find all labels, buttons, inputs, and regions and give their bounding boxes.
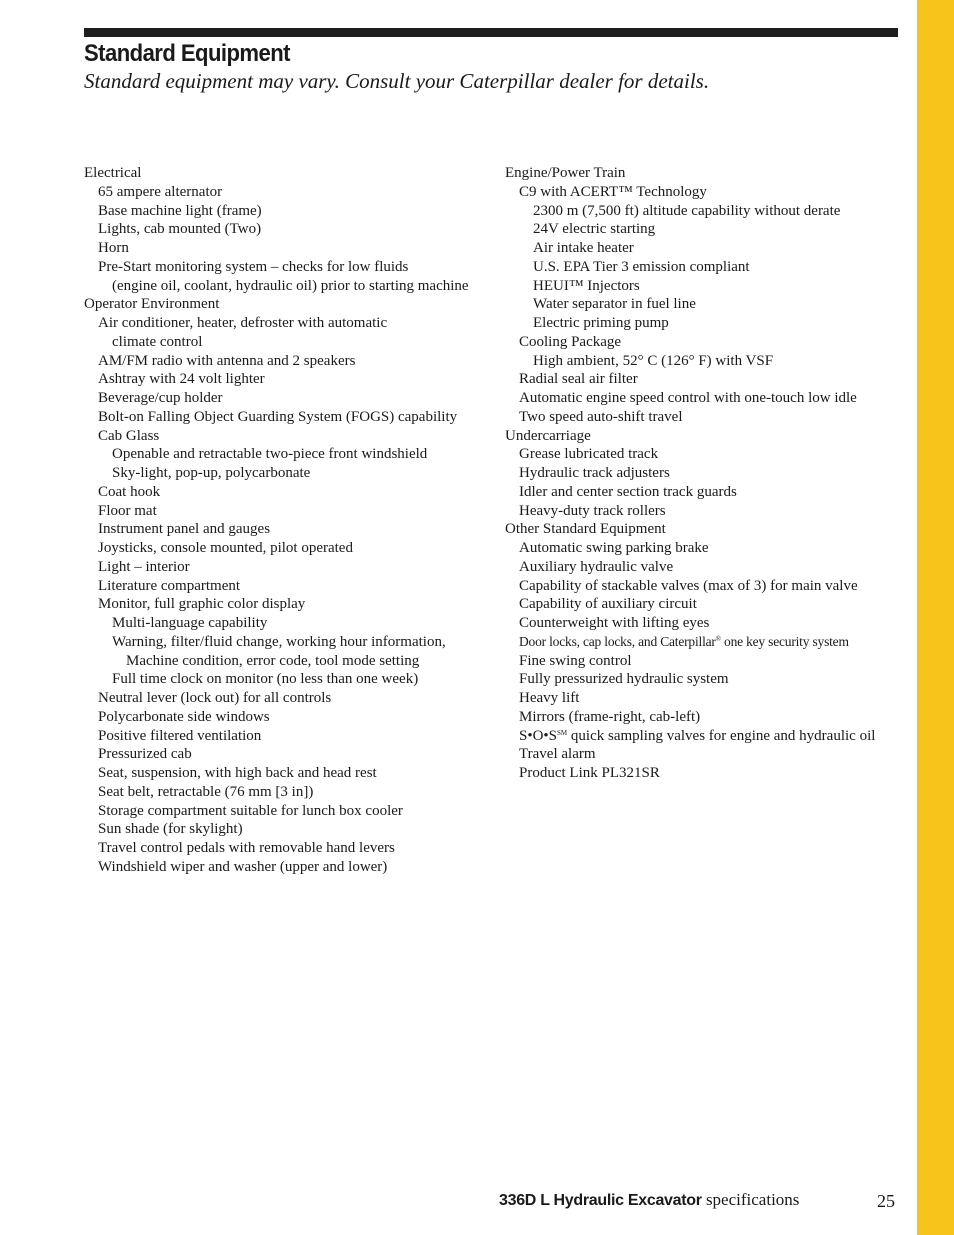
equipment-list-item xyxy=(505,614,905,633)
yellow-side-bar xyxy=(917,0,954,1235)
page-number: 25 xyxy=(877,1191,895,1211)
list-item-text: Fully pressurized hydraulic system xyxy=(519,671,729,688)
section-heading xyxy=(84,295,494,314)
equipment-list-item xyxy=(84,614,494,633)
equipment-list-item xyxy=(505,464,905,483)
equipment-list-item xyxy=(505,220,905,239)
equipment-list-item xyxy=(84,652,494,671)
list-item-text: C9 with ACERT™ Technology xyxy=(519,183,707,200)
equipment-list-item xyxy=(505,202,905,221)
list-item-text: Door locks, cap locks, and Caterpillar xyxy=(519,633,716,649)
equipment-list-item xyxy=(84,595,494,614)
equipment-list-item xyxy=(84,220,494,239)
equipment-list-item xyxy=(84,670,494,689)
mark-superscript: SM xyxy=(557,728,568,737)
section-heading xyxy=(505,427,905,446)
list-item-text: Base machine light (frame) xyxy=(98,202,262,219)
list-item-text: Lights, cab mounted (Two) xyxy=(98,221,262,238)
equipment-list-item xyxy=(84,427,494,446)
list-item-text: Air conditioner, heater, defroster with automatic xyxy=(98,315,388,331)
equipment-list-item xyxy=(505,239,905,258)
equipment-list-item xyxy=(84,577,494,596)
list-item-text: 65 ampere alternator xyxy=(98,183,223,200)
list-item-text: Neutral lever (lock out) for all controls xyxy=(98,690,332,706)
equipment-list-item xyxy=(84,483,494,502)
list-item-text: Literature compartment xyxy=(98,577,241,594)
list-item-text: Windshield wiper and washer (upper and lower) xyxy=(98,858,388,875)
list-item-text: Automatic engine speed control with one-touch low idle xyxy=(519,390,857,406)
list-item-text: Hydraulic track adjusters xyxy=(519,465,670,481)
list-item-text: Ashtray with 24 volt lighter xyxy=(98,371,265,388)
list-item-text: Positive filtered ventilation xyxy=(98,727,262,744)
equipment-list-item xyxy=(505,577,905,596)
list-item-text: Beverage/cup holder xyxy=(98,390,223,406)
equipment-list-item xyxy=(84,745,494,764)
mark-superscript: ® xyxy=(715,634,721,643)
list-item-text: Heavy lift xyxy=(519,690,580,706)
equipment-list-item xyxy=(84,333,494,352)
equipment-list-item xyxy=(84,558,494,577)
section-heading xyxy=(84,164,494,183)
list-item-text: S•O•S xyxy=(519,727,558,744)
equipment-list-item xyxy=(505,727,905,746)
equipment-list-item xyxy=(505,558,905,577)
equipment-list-item xyxy=(84,783,494,802)
list-item-text: Multi-language capability xyxy=(112,615,268,631)
page-title: Standard Equipment xyxy=(84,40,290,67)
section-heading xyxy=(505,164,905,183)
equipment-list-item xyxy=(84,408,494,427)
list-item-text-continued: quick sampling valves for engine and hydraulic oil xyxy=(567,727,876,744)
list-item-text: Capability of stackable valves (max of 3) for main valve xyxy=(519,577,858,594)
equipment-list-item xyxy=(505,502,905,521)
list-item-text: Undercarriage xyxy=(505,427,591,444)
list-item-text: Machine condition, error code, tool mode setting xyxy=(126,652,420,669)
equipment-list-item xyxy=(505,277,905,296)
list-item-text: Pressurized cab xyxy=(98,746,192,763)
list-item-text: Sky-light, pop-up, polycarbonate xyxy=(112,465,311,481)
list-item-text: Polycarbonate side windows xyxy=(98,708,270,725)
page-subtitle: Standard equipment may vary. Consult your Caterpillar dealer for details. xyxy=(84,69,710,93)
list-item-text: Counterweight with lifting eyes xyxy=(519,615,710,631)
list-item-text: High ambient, 52° C (126° F) with VSF xyxy=(533,352,774,369)
equipment-list-item xyxy=(505,539,905,558)
equipment-list-item xyxy=(505,295,905,314)
list-item-text: Sun shade (for skylight) xyxy=(98,821,243,838)
list-item-text: (engine oil, coolant, hydraulic oil) prior to starting machine xyxy=(112,277,469,294)
list-item-text: U.S. EPA Tier 3 emission compliant xyxy=(533,258,750,275)
equipment-list-item xyxy=(505,183,905,202)
equipment-list-item xyxy=(84,258,494,277)
list-item-text-continued: one key security system xyxy=(720,633,849,649)
equipment-list-item xyxy=(505,745,905,764)
list-item-text: Automatic swing parking brake xyxy=(519,540,709,556)
list-item-text: Operator Environment xyxy=(84,296,220,313)
equipment-list-item xyxy=(84,202,494,221)
equipment-list-item xyxy=(84,802,494,821)
equipment-list-item xyxy=(505,445,905,464)
equipment-list-item xyxy=(84,502,494,521)
equipment-list-item xyxy=(84,520,494,539)
list-item-text: Engine/Power Train xyxy=(505,165,626,181)
list-item-text: Joysticks, console mounted, pilot operated xyxy=(98,540,353,556)
list-item-text: 24V electric starting xyxy=(533,221,656,238)
list-item-text: Air intake heater xyxy=(533,240,634,256)
list-item-text: Storage compartment suitable for lunch box cooler xyxy=(98,802,403,819)
list-item-text: Grease lubricated track xyxy=(519,446,659,463)
list-item-text: Electrical xyxy=(84,165,142,181)
list-item-text: Fine swing control xyxy=(519,652,632,669)
list-item-text: Bolt-on Falling Object Guarding System (FOGS) capability xyxy=(98,408,458,425)
equipment-list-item xyxy=(84,820,494,839)
equipment-list-item xyxy=(505,352,905,371)
equipment-list-item xyxy=(84,633,494,652)
equipment-list-item xyxy=(505,670,905,689)
list-item-text: Light – interior xyxy=(98,558,190,575)
list-item-text: climate control xyxy=(112,333,203,350)
list-item-text: Other Standard Equipment xyxy=(505,521,666,538)
list-item-text: Radial seal air filter xyxy=(519,371,638,388)
section-heading xyxy=(505,520,905,539)
list-item-text: Full time clock on monitor (no less than one week) xyxy=(112,671,419,688)
list-item-text: Idler and center section track guards xyxy=(519,483,737,500)
list-item-text: Electric priming pump xyxy=(533,315,669,331)
equipment-list-item xyxy=(505,408,905,427)
equipment-list-item xyxy=(84,689,494,708)
equipment-list-item xyxy=(505,595,905,614)
list-item-text: 2300 m (7,500 ft) altitude capability without derate xyxy=(533,202,841,219)
equipment-list-item xyxy=(505,258,905,277)
equipment-list-item xyxy=(84,277,494,296)
list-item-text: Instrument panel and gauges xyxy=(98,521,271,538)
list-item-text: Water separator in fuel line xyxy=(533,296,696,313)
list-item-text: Travel alarm xyxy=(519,746,596,763)
equipment-list-item xyxy=(84,839,494,858)
list-item-text: Product Link PL321SR xyxy=(519,765,660,781)
equipment-list-item xyxy=(505,483,905,502)
equipment-list-item xyxy=(505,370,905,389)
equipment-list-item xyxy=(84,239,494,258)
list-item-text: Seat belt, retractable (76 mm [3 in]) xyxy=(98,783,314,800)
equipment-list-item xyxy=(84,708,494,727)
equipment-list-item xyxy=(84,445,494,464)
list-item-text: Warning, filter/fluid change, working hour information, xyxy=(112,633,446,650)
list-item-text: Auxiliary hydraulic valve xyxy=(519,558,674,575)
list-item-text: Floor mat xyxy=(98,502,157,519)
equipment-list-item xyxy=(84,389,494,408)
list-item-text: Cab Glass xyxy=(98,427,160,444)
list-item-text: Mirrors (frame-right, cab-left) xyxy=(519,708,701,725)
equipment-list-item xyxy=(505,389,905,408)
equipment-list-item xyxy=(505,314,905,333)
list-item-text: Monitor, full graphic color display xyxy=(98,596,306,613)
list-item-text: HEUI™ Injectors xyxy=(533,277,640,294)
footer-caption xyxy=(499,1188,799,1213)
equipment-list-item xyxy=(84,858,494,877)
footer-model-name: 336D L Hydraulic Excavator xyxy=(499,1192,702,1209)
equipment-list-item xyxy=(505,764,905,783)
equipment-list-item xyxy=(505,708,905,727)
footer-spec-label: specifications xyxy=(701,1190,800,1209)
left-equipment-column xyxy=(84,164,494,877)
equipment-list-item xyxy=(84,464,494,483)
list-item-text: Horn xyxy=(98,240,129,256)
equipment-list-item xyxy=(84,727,494,746)
list-item-text: Cooling Package xyxy=(519,333,622,350)
equipment-list-item xyxy=(84,764,494,783)
right-equipment-column xyxy=(505,164,905,783)
list-item-text: Capability of auxiliary circuit xyxy=(519,596,697,613)
equipment-list-item xyxy=(84,539,494,558)
list-item-text: Seat, suspension, with high back and head rest xyxy=(98,765,377,781)
list-item-text: Pre-Start monitoring system – checks for low fluids xyxy=(98,258,409,275)
equipment-list-item xyxy=(505,633,905,652)
equipment-list-item xyxy=(505,689,905,708)
list-item-text: Openable and retractable two-piece front windshield xyxy=(112,446,428,463)
list-item-text: Coat hook xyxy=(98,483,161,500)
equipment-list-item xyxy=(505,333,905,352)
equipment-list-item xyxy=(84,352,494,371)
list-item-text: Two speed auto-shift travel xyxy=(519,408,683,425)
header-rule xyxy=(84,28,898,37)
list-item-text: Travel control pedals with removable hand levers xyxy=(98,840,395,856)
equipment-list-item xyxy=(505,652,905,671)
list-item-text: AM/FM radio with antenna and 2 speakers xyxy=(98,352,356,369)
equipment-list-item xyxy=(84,314,494,333)
equipment-list-item xyxy=(84,370,494,389)
list-item-text: Heavy-duty track rollers xyxy=(519,502,666,519)
equipment-list-item xyxy=(84,183,494,202)
